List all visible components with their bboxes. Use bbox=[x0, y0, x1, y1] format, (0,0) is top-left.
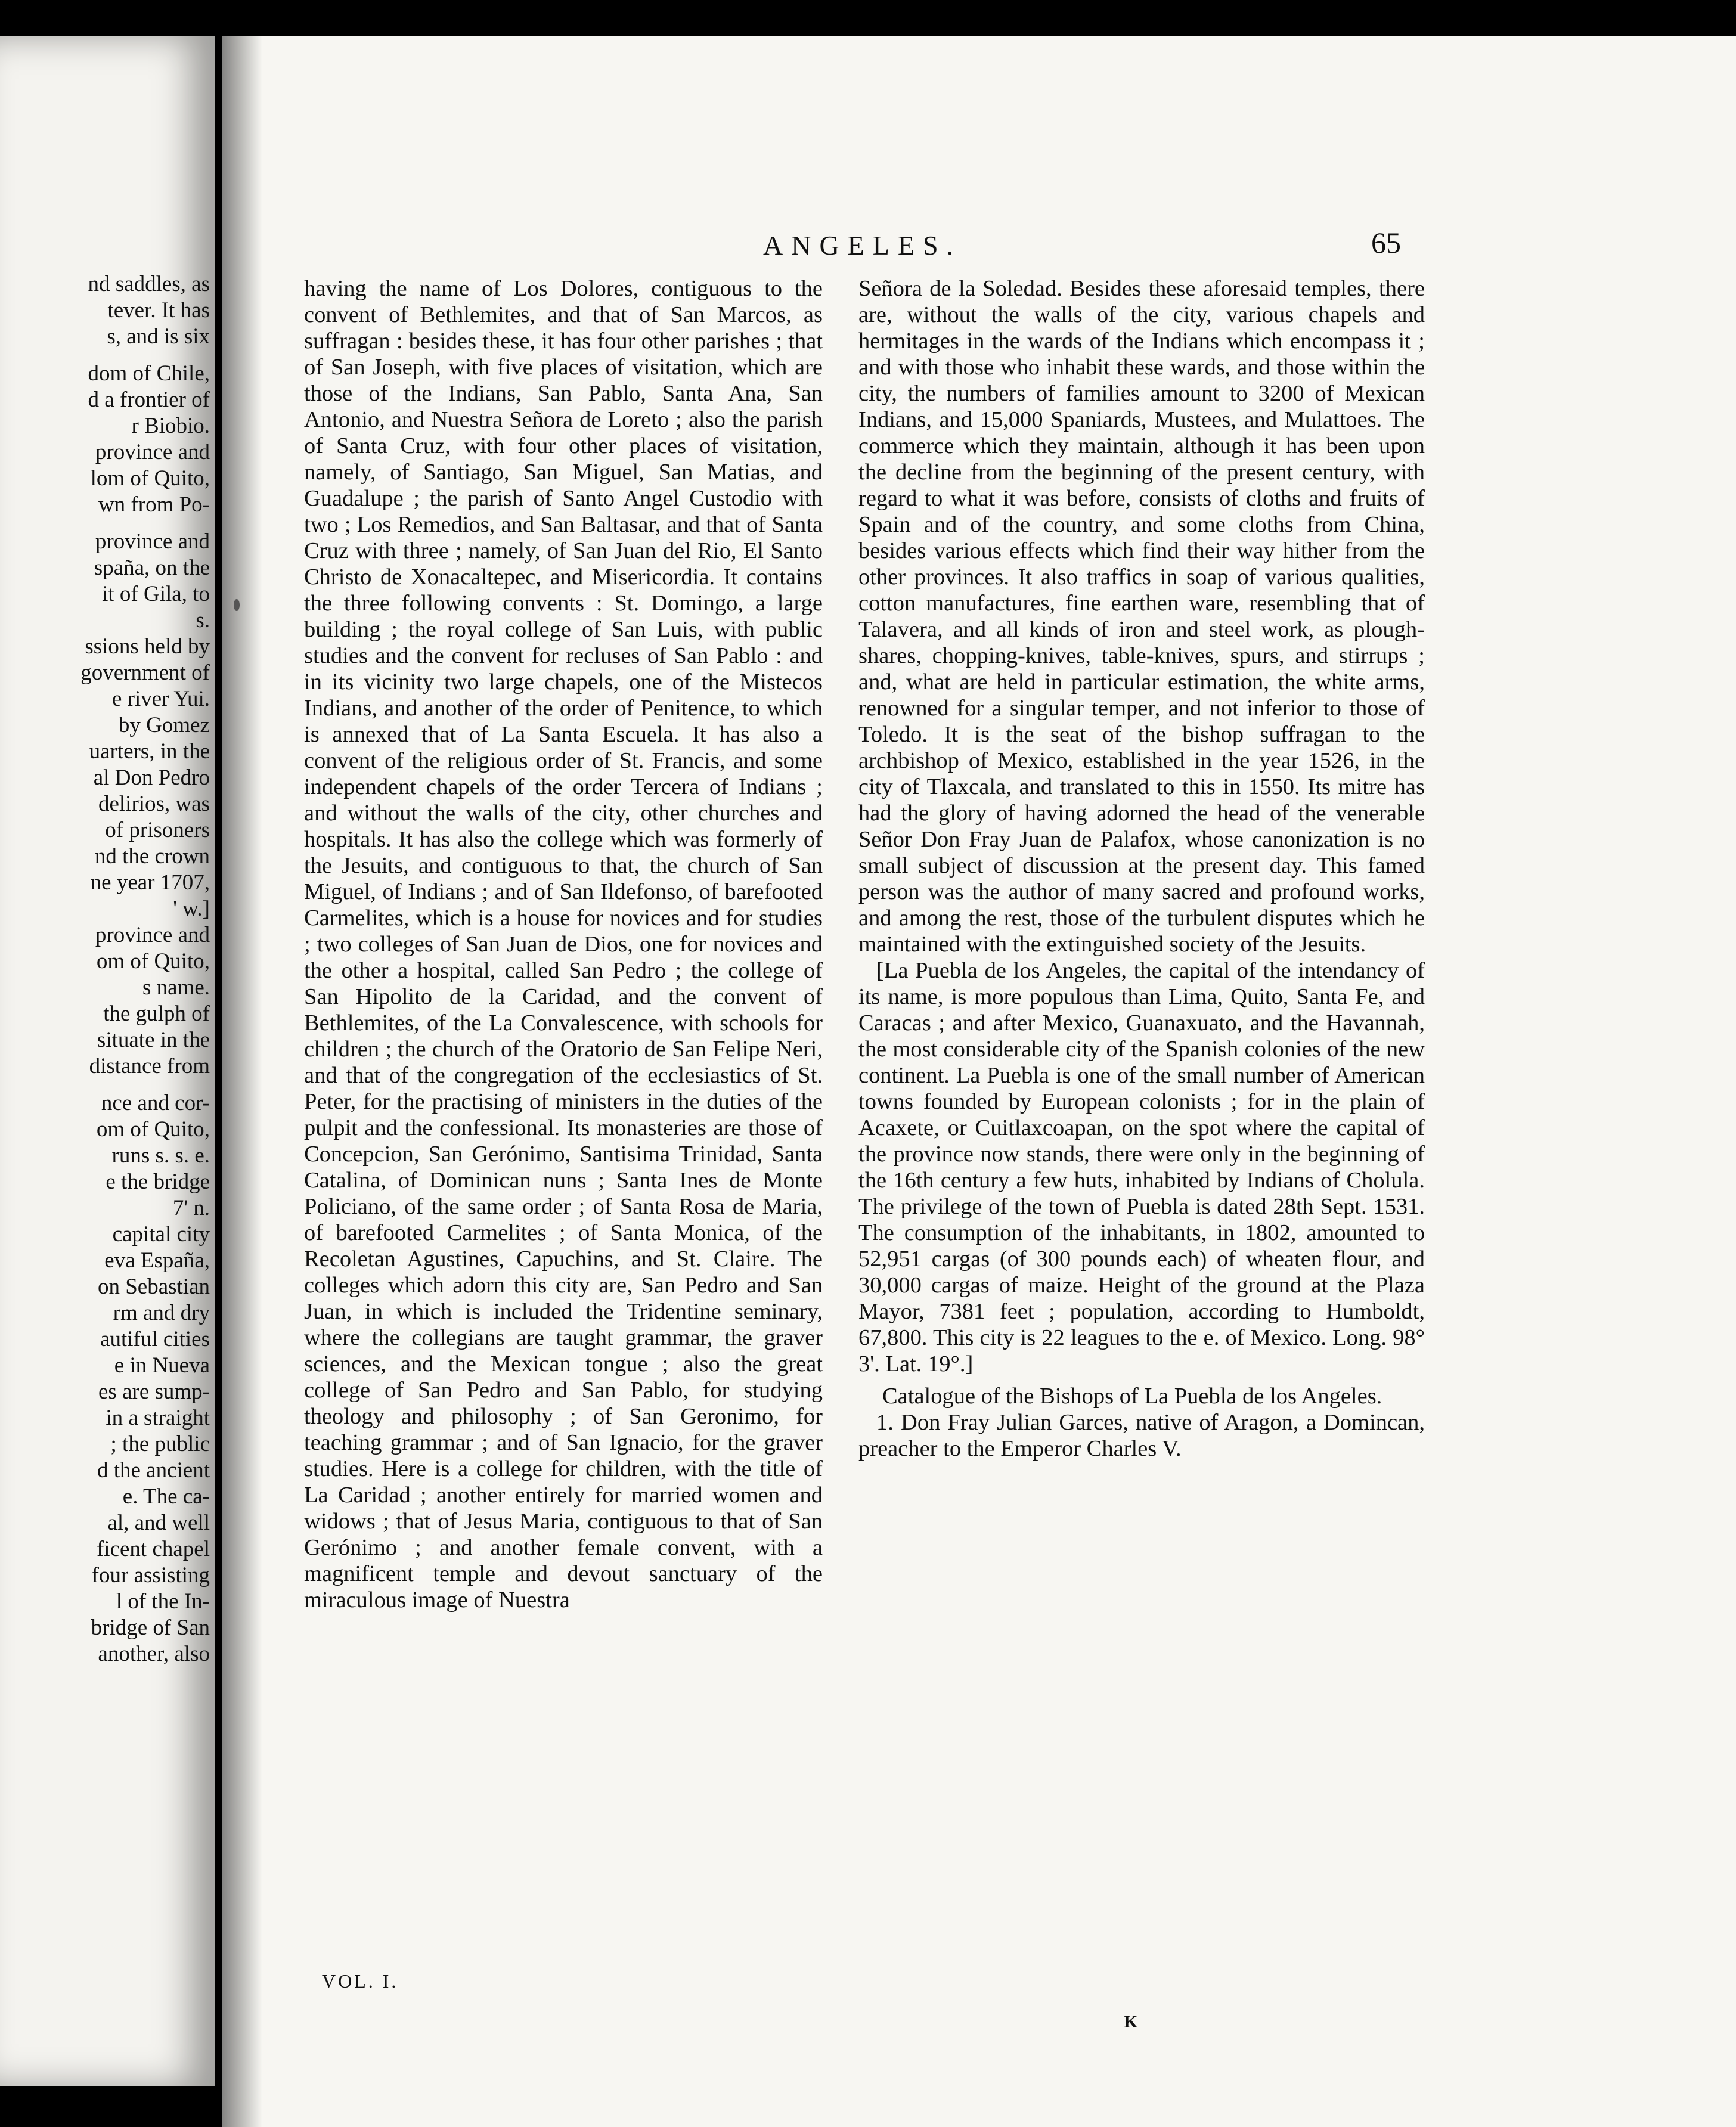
left-page-line: uarters, in the bbox=[89, 739, 210, 764]
left-page-line: ; the public bbox=[110, 1432, 210, 1456]
text-column-right bbox=[858, 275, 1425, 1462]
text-column-left bbox=[304, 275, 823, 1613]
left-page-line: al, and well bbox=[107, 1511, 210, 1535]
left-page-line bbox=[0, 518, 210, 529]
left-page-line bbox=[0, 1080, 210, 1090]
left-page-line: e. The ca- bbox=[122, 1484, 210, 1509]
column-2-paragraph-1: Señora de la Soledad. Besides these aforesaid temples, there are, without the walls of the city, various chapels and hermitages in the wards of the Indians which encompass it ; and with those who inhabit these wards, and those within the city, the numbers of families amount to 3200 of Mexican Indians, and 15,000 Spaniards, Mustees, and Mulattoes. The commerce which they maintain, although it has been upon the decline from the beginning of the present century, with regard to what it was before, consists of cloths and fruits of Spain and of the country, and some cloths from China, besides various effects which find their way hither from the other provinces. It also traffics in soap of various qualities, cotton manufactures, fine earthen ware, resembling that of Talavera, and all kinds of iron and steel work, as plough-shares, chopping-knives, table-knives, spurs, and stirrups ; and, what are held in particular estimation, the white arms, renowned for a singular temper, and not inferior to those of Toledo. It is the seat of the bishop suffragan to the archbishop of Mexico, established in the year 1526, in the city of Tlaxcala, and translated to this in 1550. Its mitre has had the glory of having adorned the head of the venerable Señor Don Fray Juan de Palafox, whose canonization is no small subject of discussion at the present day. This famed person was the author of many sacred and profound works, and among the rest, those of the turbulent disputes which he maintained with the extinguished society of the Jesuits. bbox=[858, 276, 1425, 957]
left-page-line: bridge of San bbox=[91, 1616, 210, 1640]
left-page-line: e the bridge bbox=[106, 1170, 210, 1194]
left-page-line: e river Yui. bbox=[111, 687, 210, 711]
signature-mark: K bbox=[1124, 2012, 1138, 2032]
left-page-line: rm and dry bbox=[113, 1301, 210, 1325]
left-page-line: lom of Quito, bbox=[90, 466, 210, 491]
left-page-line: government of bbox=[80, 661, 210, 685]
left-page-line: on Sebastian bbox=[97, 1275, 210, 1299]
left-page-line: e in Nueva bbox=[114, 1353, 210, 1378]
left-page-line: es are sump- bbox=[98, 1379, 210, 1404]
margin-mark bbox=[234, 599, 240, 611]
left-page-line: situate in the bbox=[97, 1028, 210, 1052]
left-page-line: wn from Po- bbox=[98, 492, 210, 517]
left-page-line: r Biobio. bbox=[131, 414, 210, 438]
left-page-line: capital city bbox=[112, 1222, 210, 1247]
left-page-line bbox=[0, 350, 210, 361]
left-page-line: s name. bbox=[142, 975, 210, 1000]
running-head: ANGELES. bbox=[763, 230, 962, 261]
left-page-line: province and bbox=[95, 923, 210, 947]
left-page-line: in a straight bbox=[106, 1406, 210, 1430]
left-page-line: nd the crown bbox=[94, 844, 210, 869]
left-page-line: it of Gila, to bbox=[102, 582, 210, 606]
left-page-line: ssions held by bbox=[85, 634, 210, 659]
left-page-line: four assisting bbox=[91, 1563, 210, 1588]
left-page-line: the gulph of bbox=[103, 1002, 210, 1026]
left-page-line: l of the In- bbox=[116, 1589, 210, 1614]
left-page-line: s, and is six bbox=[107, 324, 210, 349]
column-2-paragraph-2: [La Puebla de los Angeles, the capital of the intendancy of its name, is more populous than Lima, Quito, Santa Fe, and Caracas ; and after Mexico, Guanaxuato, and the Havannah, the most considerable city of the Spanish colonies of the new continent. La Puebla is one of the small number of American towns founded by European colonists ; for in the plain of Acaxete, or Cuitlaxcoapan, on the spot where the capital of the province now stands, there were only in the beginning of the 16th century a few huts, inhabited by Indians of Cholula. The privilege of the town of Puebla is dated 28th Sept. 1531. The consumption of the inhabitants, in 1802, amounted to 52,951 cargas (of 300 pounds each) of wheaten flour, and 30,000 cargas of maize. Height of the ground at the Plaza Mayor, 7381 feet ; population, according to Humboldt, 67,800. This city is 22 leagues to the e. of Mexico. Long. 98° 3'. Lat. 19°.] bbox=[858, 958, 1425, 1376]
left-page-line: ne year 1707, bbox=[90, 870, 210, 895]
left-page-line: delirios, was bbox=[98, 792, 210, 816]
left-page-line: s. bbox=[196, 608, 210, 632]
volume-label: VOL. I. bbox=[322, 1970, 399, 1992]
left-page-line: al Don Pedro bbox=[93, 765, 210, 790]
left-page-line: by Gomez bbox=[118, 713, 210, 737]
left-page-line: om of Quito, bbox=[96, 1117, 210, 1142]
left-page-line: runs s. s. e. bbox=[111, 1143, 210, 1168]
catalogue-heading: Catalogue of the Bishops of La Puebla de los Angeles. bbox=[882, 1384, 1382, 1409]
left-page-fragment bbox=[0, 36, 215, 2086]
left-page-line: province and bbox=[95, 440, 210, 464]
left-page-line: tever. It has bbox=[107, 298, 210, 323]
left-page-line: ' w.] bbox=[173, 897, 210, 921]
left-page-line: nce and cor- bbox=[101, 1091, 210, 1115]
left-page-line: of prisoners bbox=[105, 818, 210, 842]
left-page-text bbox=[0, 271, 210, 1667]
column-1-paragraph: having the name of Los Dolores, contiguous to the convent of Bethlemites, and that of San Marcos, as suffragan : besides these, it has four other parishes ; that of San Joseph, with five places of visitation, which are those of the Indians, San Pablo, Santa Ana, San Antonio, and Nuestra Señora de Loreto ; also the parish of Santa Cruz, with four other places of visitation, namely, of Santiago, San Miguel, San Matias, and Guadalupe ; the parish of Santo Angel Custodio with two ; Los Remedios, and San Baltasar, and that of Santa Cruz with three ; namely, of San Juan del Rio, El Santo Christo de Xonacaltepec, and Misericordia. It contains the three following convents : St. Domingo, a large building ; the royal college of San Luis, with public studies and the convent for recluses of San Pablo : and in its vicinity two large chapels, one of the Mistecos Indians, and another of the order of Penitence, to which is annexed that of La Santa Escuela. It has also a convent of the religious order of St. Francis, and some independent chapels of the order Tercera of Indians ; and without the walls of the city, other churches and hospitals. It has also the college which was formerly of the Jesuits, and contiguous to that, the church of San Miguel, of Indians ; and of San Ildefonso, of barefooted Carmelites, which is a house for novices and for studies ; two colleges of San Juan de Dios, one for novices and the other a hospital, called San Pedro ; the college of San Hipolito de la Caridad, and the convent of Bethlemites, of the La Convalescence, with schools for children ; the church of the Oratorio de San Felipe Neri, and that of the congregation of the ecclesiastics of St. Peter, for the practising of ministers in the duties of the pulpit and the confessional. Its monasteries are those of Concepcion, San Gerónimo, Santisima Trinidad, Santa Catalina, of Dominican nuns ; Santa Ines de Monte Policiano, of the same order ; of Santa Rosa de Maria, of barefooted Carmelites ; of Santa Monica, of the Recoletan Agustines, Capuchins, and St. Claire. The colleges which adorn this city are, San Pedro and San Juan, in which is included the Tridentine seminary, where the collegians are taught grammar, the graver sciences, and the Mexican tongue ; also the great college of San Pedro and San Pablo, for studying theology and philosophy ; of San Geronimo, for teaching grammar ; and of San Ignacio, for the graver studies. Here is a college for children, with the title of La Caridad ; another entirely for married women and widows ; that of Jesus Maria, contiguous to that of San Gerónimo ; and another female convent, with a magnificent temple and devout sanctuary of the miraculous image of Nuestra bbox=[304, 276, 823, 1613]
left-page-line: spaña, on the bbox=[94, 556, 210, 580]
left-page-line: d the ancient bbox=[97, 1458, 210, 1483]
left-page-line: another, also bbox=[98, 1642, 210, 1666]
left-page-line: d a frontier of bbox=[88, 387, 210, 412]
left-page-line: om of Quito, bbox=[96, 949, 210, 973]
left-page-line: ficent chapel bbox=[96, 1537, 210, 1561]
left-page-line: autiful cities bbox=[100, 1327, 210, 1351]
left-page-line: 7' n. bbox=[172, 1196, 210, 1220]
left-page-line: distance from bbox=[89, 1054, 210, 1078]
page-number: 65 bbox=[1371, 226, 1401, 259]
left-page-line: eva España, bbox=[104, 1248, 210, 1273]
left-page-line: province and bbox=[95, 529, 210, 554]
left-page-line: dom of Chile, bbox=[88, 361, 210, 386]
left-page-line: nd saddles, as bbox=[88, 272, 210, 296]
bishop-entry-1: 1. Don Fray Julian Garces, native of Aragon, a Domincan, preacher to the Emperor Charles V. bbox=[858, 1410, 1425, 1461]
